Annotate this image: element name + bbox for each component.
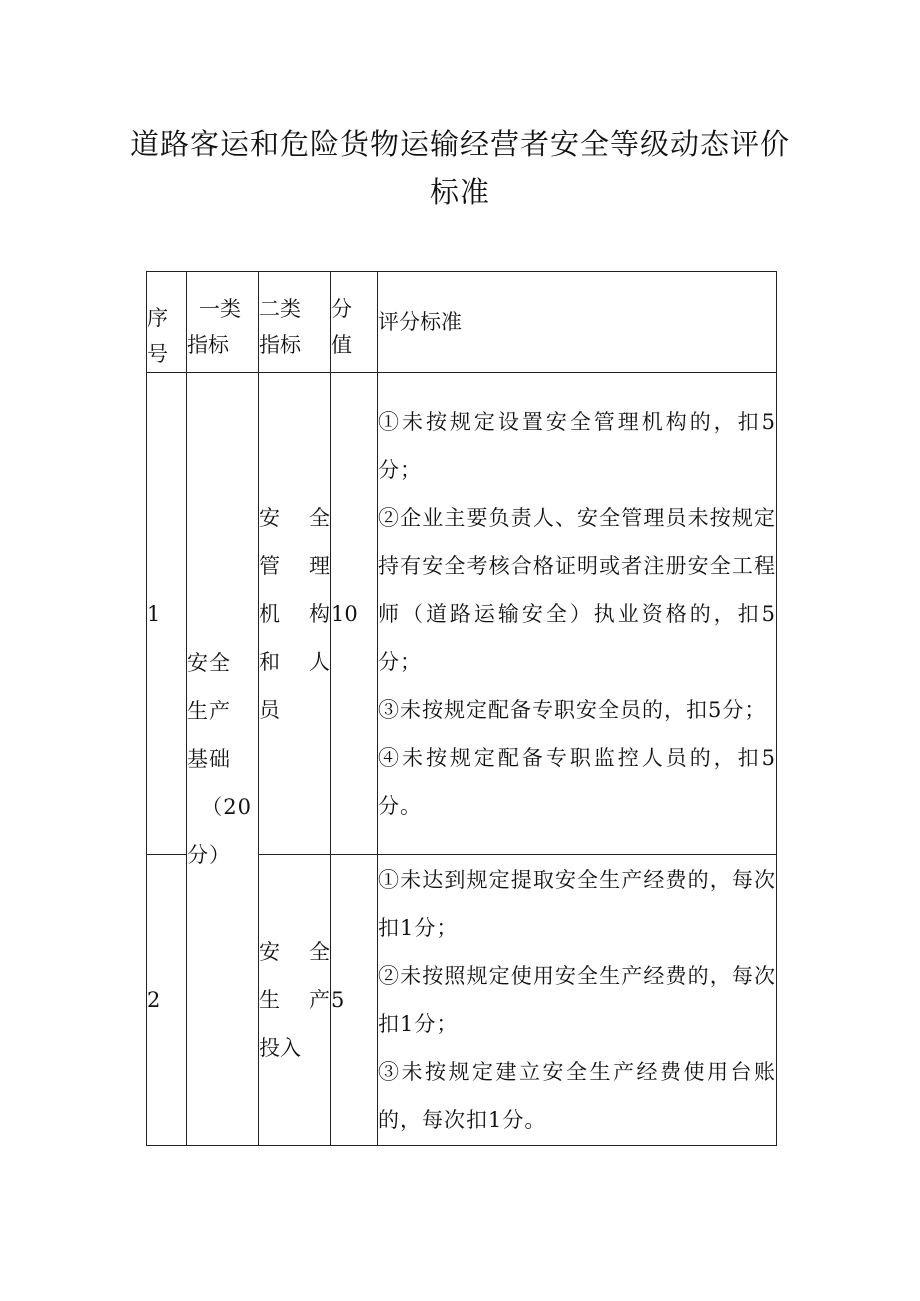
table-header-row xyxy=(147,272,777,373)
criteria-item: ②未按照规定使用安全生产经费的，每次扣1分； xyxy=(378,964,776,1036)
row-score: 10 xyxy=(331,373,378,855)
row-seq: 2 xyxy=(147,855,187,1146)
criteria-item: ③未按规定配备专职安全员的，扣5分； xyxy=(378,697,767,722)
page-title-line1: 道路客运和危险货物运输经营者安全等级动态评价 xyxy=(129,127,790,161)
page-title xyxy=(0,120,920,216)
header-score: 分 值 xyxy=(331,272,378,373)
table-row xyxy=(147,373,777,855)
criteria-item: ④未按规定配备专职监控人员的，扣5分。 xyxy=(378,745,776,818)
criteria-cell xyxy=(378,855,777,1146)
category2-cell: 安 全 管 理 机 构 和 人 员 xyxy=(259,373,331,855)
criteria-item: ①未按规定设置安全管理机构的，扣5分； xyxy=(378,409,776,482)
header-category2: 二类 指标 xyxy=(259,272,331,373)
evaluation-table xyxy=(146,271,777,1146)
criteria-item: ③未按规定建立安全生产经费使用台账的，每次扣1分。 xyxy=(378,1060,776,1132)
header-criteria: 评分标准 xyxy=(378,272,777,373)
category1-cell: 安全 生产 基础 （20 分） xyxy=(187,373,259,1146)
page-title-line2: 标准 xyxy=(429,175,490,209)
criteria-item: ①未达到规定提取安全生产经费的，每次扣1分； xyxy=(378,868,776,940)
category2-cell: 安 全 生 产 投入 xyxy=(259,855,331,1146)
header-seq: 序 号 xyxy=(147,272,187,373)
row-seq: 1 xyxy=(147,373,187,855)
criteria-cell xyxy=(378,373,777,855)
criteria-item: ②企业主要负责人、安全管理员未按规定持有安全考核合格证明或者注册安全工程师（道路运输安全）执业资格的，扣5分； xyxy=(378,505,776,674)
row-score: 5 xyxy=(331,855,378,1146)
header-category1: 一类 指标 xyxy=(187,272,259,373)
